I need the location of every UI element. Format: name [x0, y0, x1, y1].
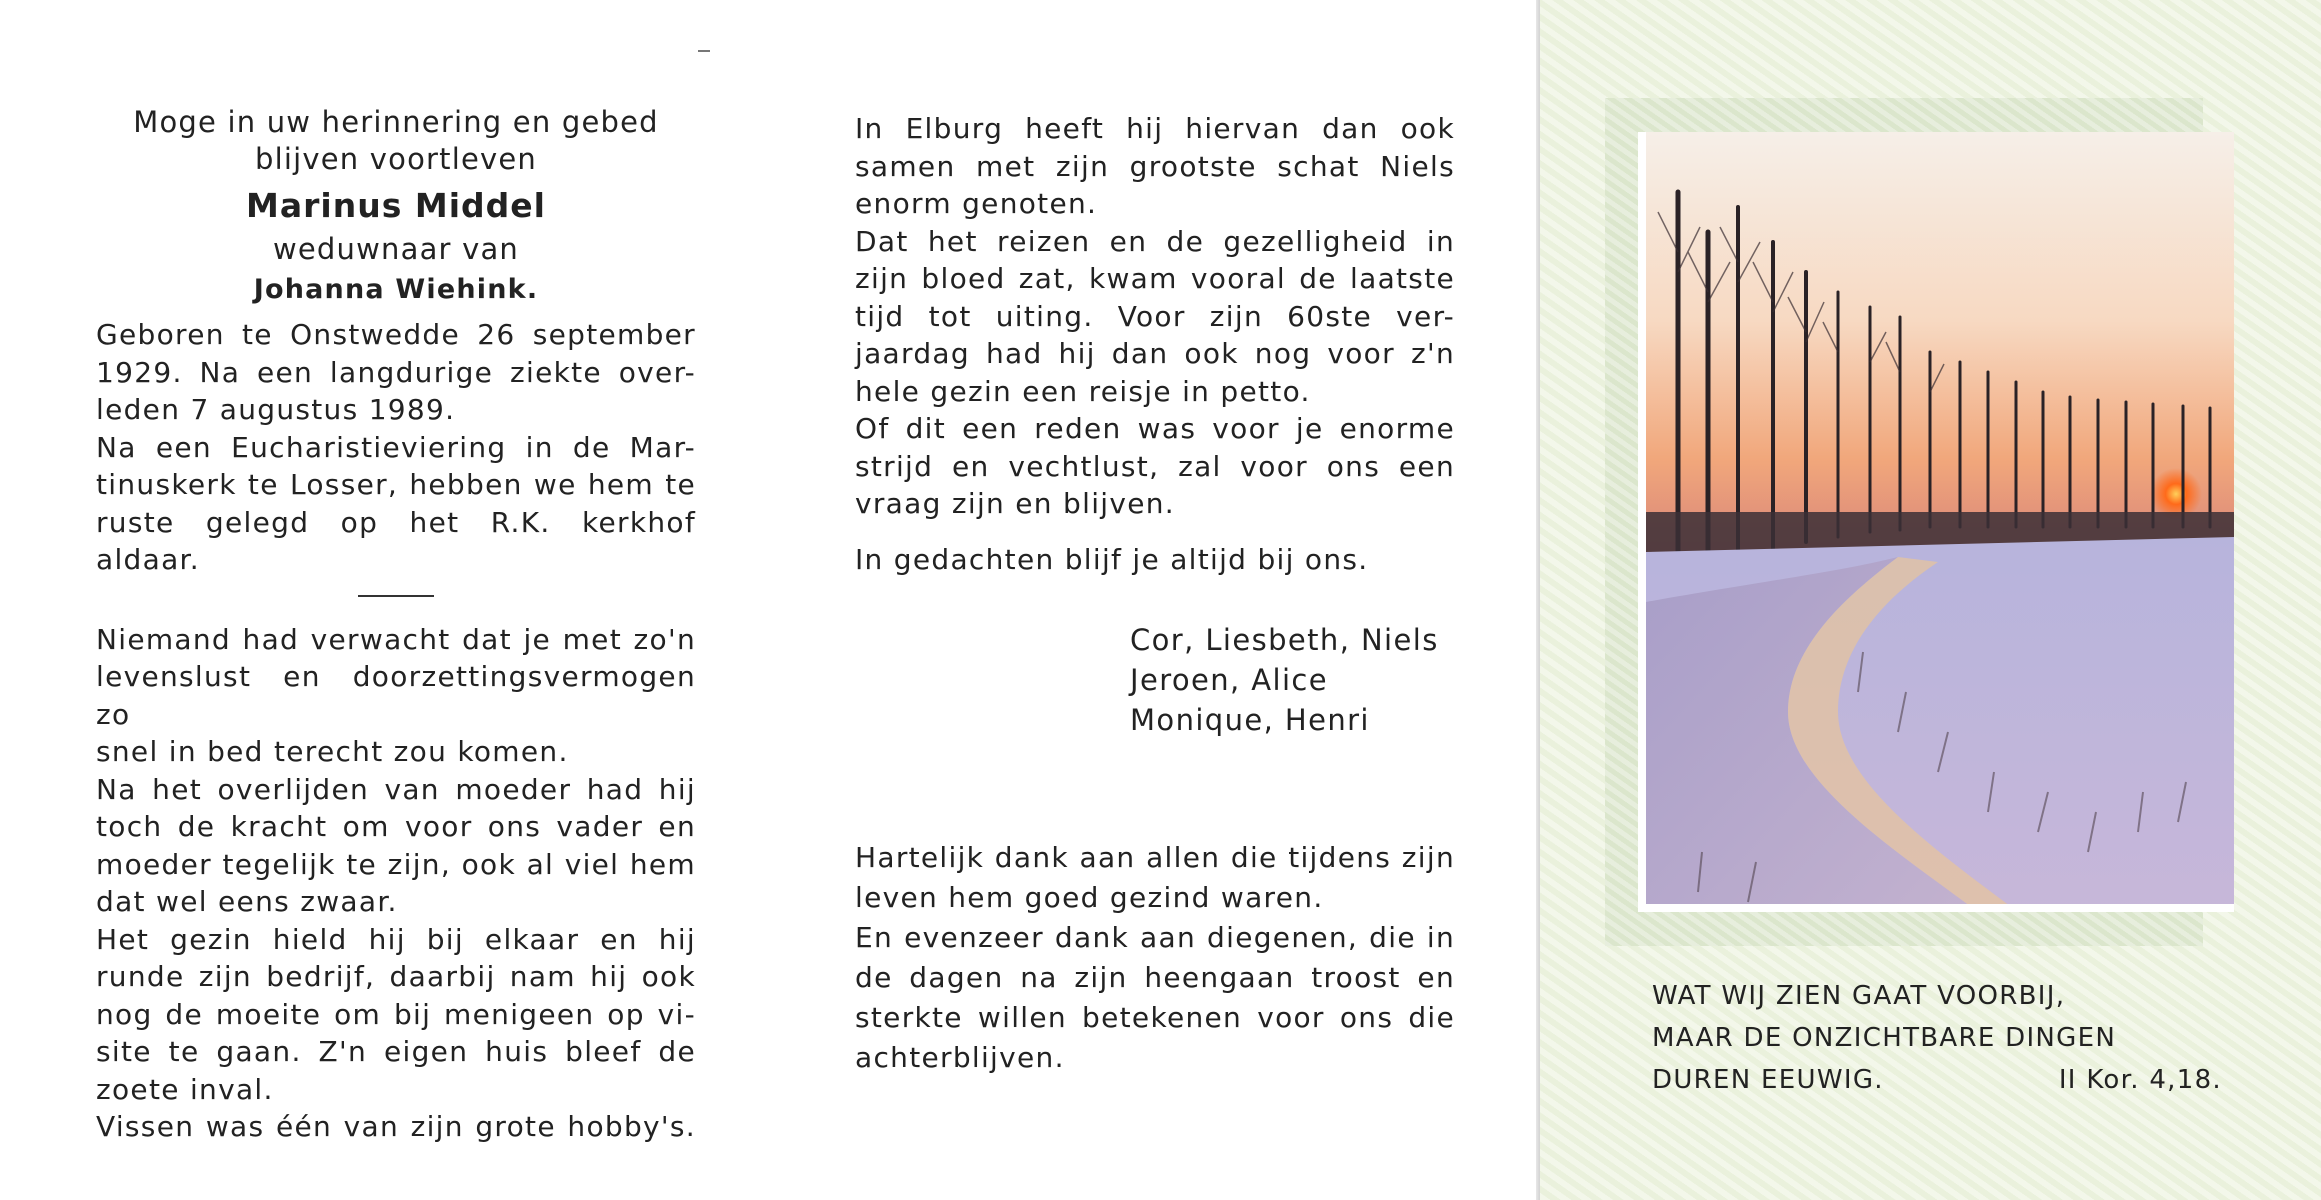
spouse-name: Johanna Wiehink.	[253, 274, 539, 305]
print-mark	[698, 50, 710, 52]
divider-line	[358, 595, 434, 597]
signatures	[1130, 620, 1455, 740]
paragraph-6: Dat het reizen en de gezelligheid in zijn bloed zat, kwam vooral de laatste tijd tot uiting. Voor zijn 60ste ver- jaardag had hij dan ook nog voor z'n hele gezin een reisje in petto.	[855, 224, 1455, 408]
thanks-paragraph-1: Hartelijk dank aan allen die tijdens zijn leven hem goed gezind waren.	[855, 841, 1455, 914]
paragraph-5: In Elburg heeft hij hiervan dan ook samen met zijn grootste schat Niels enorm genoten.	[855, 112, 1455, 220]
paragraph-7: Of dit een reden was voor je enorme strijd en vechtlust, zal voor ons een vraag zijn en blijven.	[855, 412, 1455, 520]
service-paragraph: Na een Eucharistieviering in de Mar- tinuskerk te Losser, hebben we hem te ruste gelegd op het R.K. kerkhof aldaar.	[96, 430, 696, 576]
intro-text: Moge in uw herinnering en gebed blijven voortleven	[133, 105, 659, 176]
birth-paragraph: Geboren te Onstwedde 26 september 1929. Na een langdurige ziekte over- leden 7 augustus 1989.	[96, 318, 696, 426]
paragraph-8: In gedachten blijf je altijd bij ons.	[855, 542, 1369, 576]
signature-line: Jeroen, Alice	[1130, 663, 1329, 697]
verse-reference: II Kor. 4,18.	[2058, 1065, 2222, 1095]
winter-sunset-photo	[1638, 132, 2234, 912]
paragraph-3: Het gezin hield hij bij elkaar en hij runde zijn bedrijf, daarbij nam hij ook nog de moeite om bij menigeen op vi- site te gaan. Z'n eigen huis bleef de zoete inval.	[96, 922, 696, 1106]
deceased-name: Marinus Middel	[246, 186, 546, 225]
relation-text: weduwnaar van	[272, 232, 520, 266]
signature-line: Monique, Henri	[1130, 703, 1370, 737]
paragraph-2: Na het overlijden van moeder had hij toch de kracht om voor ons vader en moeder tegelijk te zijn, ook al viel hem dat wel eens zwaar.	[96, 772, 696, 918]
thanks-paragraph-2: En evenzeer dank aan diegenen, die in de dagen na zijn heengaan troost en sterkte willen betekenen voor ons die achterblijven.	[855, 921, 1455, 1074]
signature-line: Cor, Liesbeth, Niels	[1130, 623, 1439, 657]
paragraph-4: Vissen was één van zijn grote hobby's.	[96, 1110, 696, 1143]
picture-panel	[1540, 0, 2321, 1200]
right-column	[855, 110, 1455, 1078]
landscape-image	[1638, 132, 2234, 912]
paragraph-1: Niemand had verwacht dat je met zo'n levenslust en doorzettingsvermogen zo snel in bed terecht zou komen.	[96, 622, 696, 768]
left-column	[96, 104, 696, 1146]
bible-verse: WAT WIJ ZIEN GAAT VOORBIJ, MAAR DE ONZICHTBARE DINGEN DUREN EEUWIG. II Kor. 4,18.	[1652, 975, 2222, 1101]
